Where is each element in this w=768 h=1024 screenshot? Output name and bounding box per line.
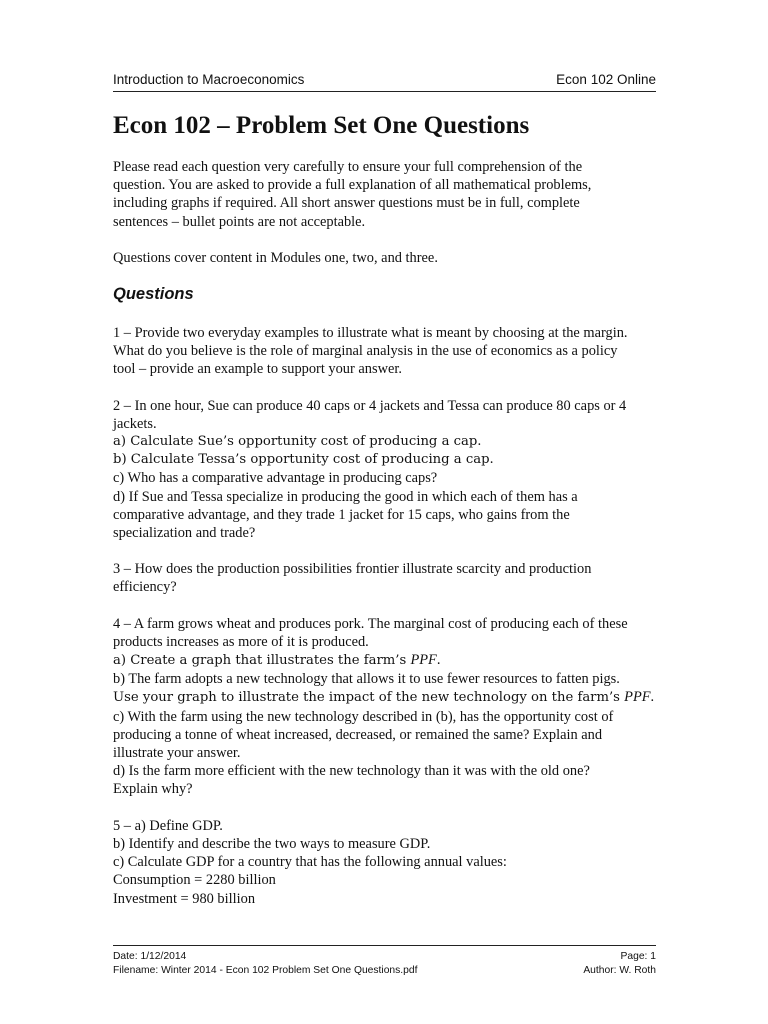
question-line: comparative advantage, and they trade 1 jacket for 15 caps, who gains from the <box>113 506 570 523</box>
question-line <box>113 688 658 707</box>
header-divider <box>113 91 656 92</box>
question-line: d) Is the farm more efficient with the new technology than it was with the old one? <box>113 763 590 780</box>
question-1 <box>113 324 658 379</box>
footer-filename: Filename: Winter 2014 - Econ 102 Problem Set One Questions.pdf <box>113 965 418 976</box>
question-line: 4 – A farm grows wheat and produces pork. The marginal cost of producing each of these <box>113 615 628 632</box>
section-heading-questions: Questions <box>113 285 194 304</box>
question-line: jackets. <box>113 415 157 432</box>
question-line: specialization and trade? <box>113 525 256 542</box>
question-2 <box>113 397 658 543</box>
question-line: producing a tonne of wheat increased, decreased, or remained the same? Explain and <box>113 726 603 743</box>
question-line: b) The farm adopts a new technology that allows it to use fewer resources to fatten pigs. <box>113 671 620 688</box>
coverage-note <box>113 249 658 267</box>
footer-divider <box>113 945 656 946</box>
question-3 <box>113 560 658 596</box>
page-header <box>113 72 656 90</box>
footer-row <box>113 950 656 964</box>
question-line: Investment = 980 billion <box>113 890 256 907</box>
question-line: b) Identify and describe the two ways to measure GDP. <box>113 835 431 852</box>
document-body <box>113 158 658 926</box>
intro-line: Please read each question very carefully to ensure your full comprehension of the <box>113 159 583 175</box>
question-line: 5 – a) Define GDP. <box>113 817 223 834</box>
question-line: c) With the farm using the new technology described in (b), has the opportunity cost of <box>113 708 614 725</box>
question-line: a) Calculate Sue’s opportunity cost of producing a cap. <box>113 434 482 450</box>
coverage-line: Questions cover content in Modules one, two, and three. <box>113 249 438 266</box>
question-line: illustrate your answer. <box>113 745 241 762</box>
intro-line: including graphs if required. All short answer questions must be in full, complete <box>113 195 580 212</box>
question-line: Consumption = 2280 billion <box>113 872 276 889</box>
footer-author: Author: W. Roth <box>583 965 656 976</box>
question-line: b) Calculate Tessa’s opportunity cost of producing a cap. <box>113 452 494 468</box>
page-title: Econ 102 – Problem Set One Questions <box>113 112 530 139</box>
footer-date: Date: 1/12/2014 <box>113 951 187 962</box>
question-4 <box>113 615 658 799</box>
question-line: efficiency? <box>113 579 177 596</box>
question-line: Explain why? <box>113 781 193 798</box>
ppf-term: PPF <box>624 689 651 706</box>
punctuation: . <box>436 652 441 669</box>
question-line: 3 – How does the production possibilities frontier illustrate scarcity and production <box>113 561 592 578</box>
course-code: Econ 102 Online <box>556 72 656 87</box>
question-line: What do you believe is the role of marginal analysis in the use of economics as a policy <box>113 343 618 360</box>
question-line: products increases as more of it is produced. <box>113 633 369 650</box>
footer-row <box>113 964 656 978</box>
intro-paragraph <box>113 158 658 231</box>
question-line <box>113 651 658 670</box>
question-line: tool – provide an example to support your answer. <box>113 361 402 378</box>
question-line: c) Calculate GDP for a country that has the following annual values: <box>113 854 507 871</box>
page-footer <box>113 950 656 978</box>
question-line: 1 – Provide two everyday examples to illustrate what is meant by choosing at the margin. <box>113 325 628 342</box>
question-line: d) If Sue and Tessa specialize in producing the good in which each of them has a <box>113 488 578 505</box>
course-name: Introduction to Macroeconomics <box>113 72 305 87</box>
question-line: c) Who has a comparative advantage in producing caps? <box>113 470 438 487</box>
question-text: Use your graph to illustrate the impact of the new technology on the farm’s <box>113 690 625 706</box>
intro-line: question. You are asked to provide a full explanation of all mathematical problems, <box>113 177 592 194</box>
question-5 <box>113 817 658 908</box>
intro-line: sentences – bullet points are not acceptable. <box>113 213 366 230</box>
question-line: 2 – In one hour, Sue can produce 40 caps or 4 jackets and Tessa can produce 80 caps or 4 <box>113 397 627 414</box>
question-text: a) Create a graph that illustrates the farm’s <box>113 653 411 669</box>
ppf-term: PPF <box>410 652 437 669</box>
footer-page-number: Page: 1 <box>620 951 656 962</box>
punctuation: . <box>650 689 655 706</box>
